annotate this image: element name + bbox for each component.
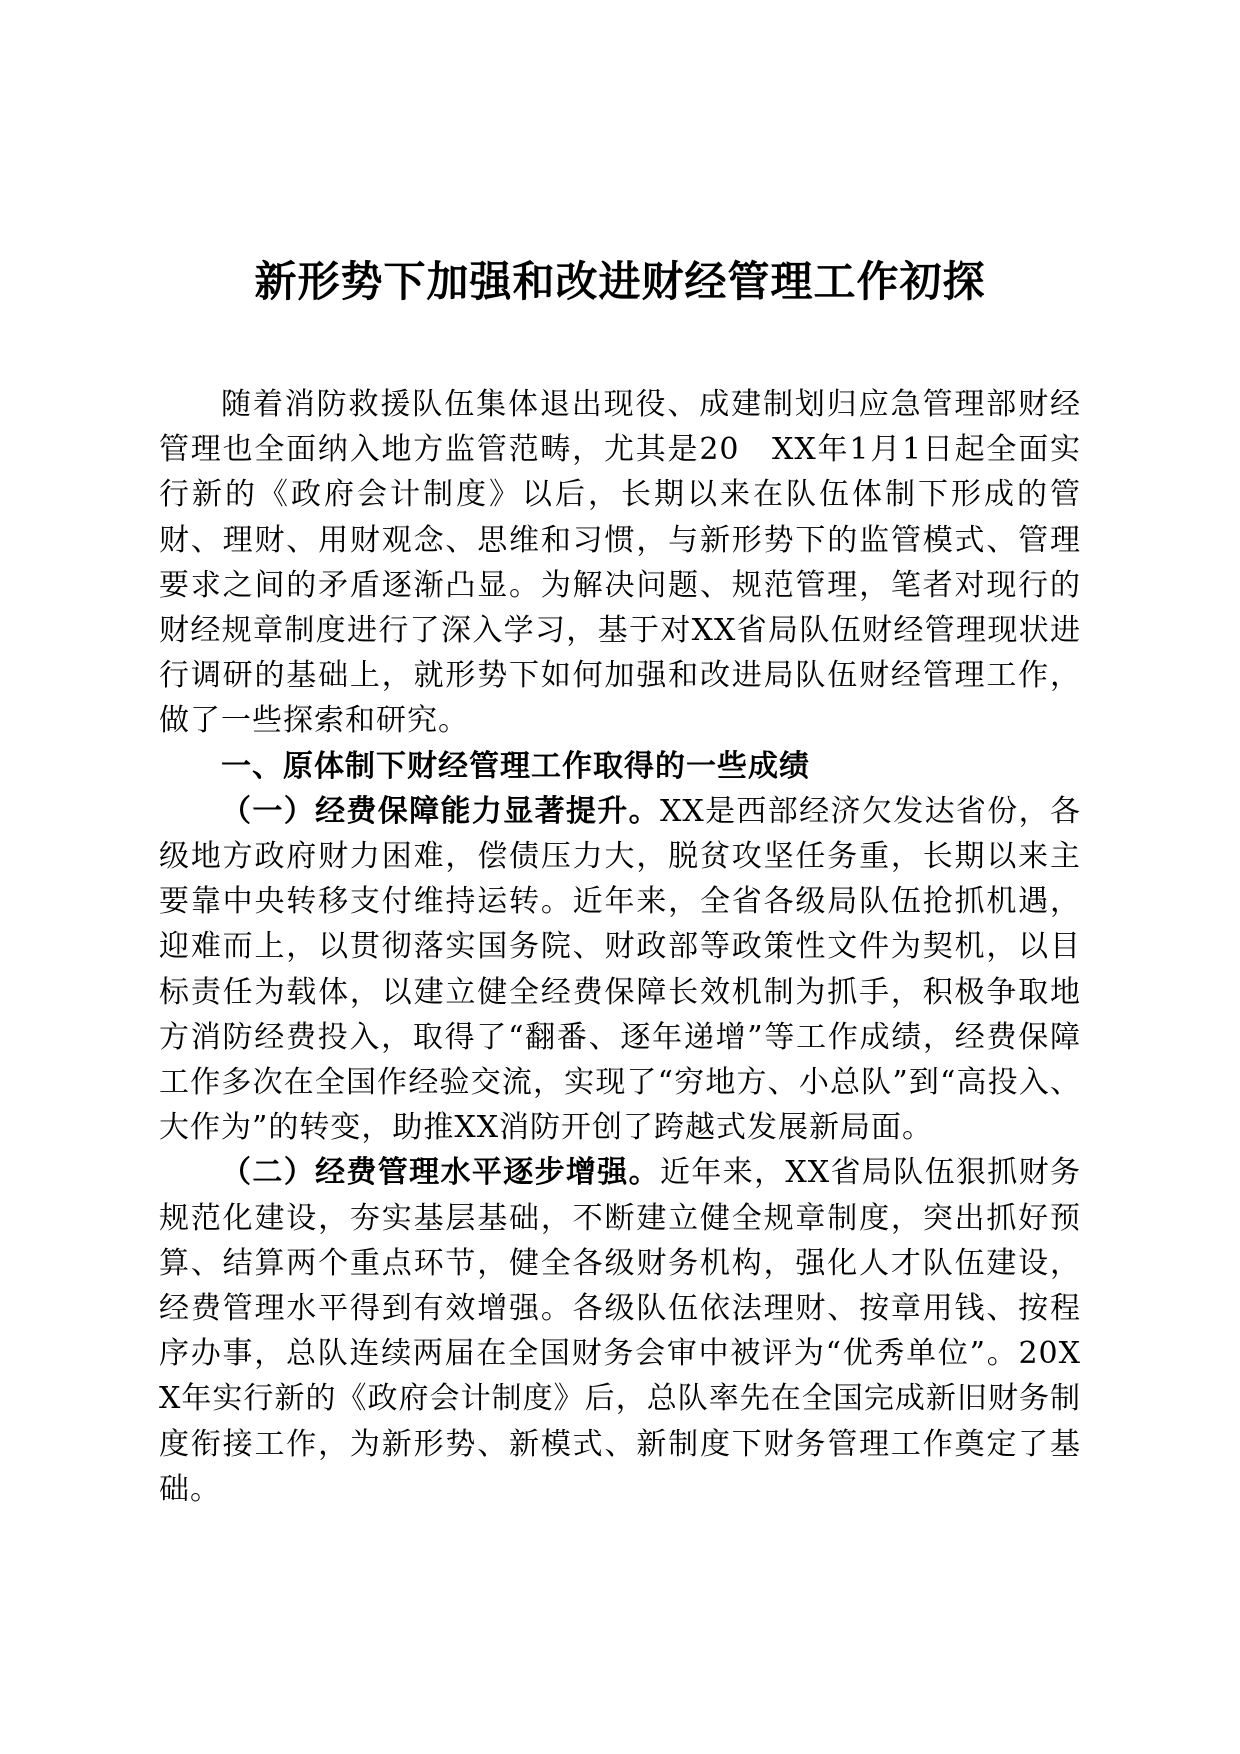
document-body	[159, 382, 1081, 1512]
subsection-1-paragraph	[159, 789, 1081, 1151]
subsection-2-text: 近年来，XX省局队伍狠抓财务规范化建设，夯实基层基础，不断建立健全规章制度，突出抓好预算、结算两个重点环节，健全各级财务机构，强化人才队伍建设，经费管理水平得到有效增强。各级队伍依法理财、按章用钱、按程序办事，总队连续两届在全国财务会审中被评为“优秀单位”。20XX年实行新的《政府会计制度》后，总队率先在全国完成新旧财务制度衔接工作，为新形势、新模式、新制度下财务管理工作奠定了基础。	[159, 1155, 1081, 1507]
subsection-2-paragraph	[159, 1150, 1081, 1512]
subsection-2-heading: （二）经费管理水平逐步增强。	[221, 1155, 660, 1191]
subsection-1-text: XX是西部经济欠发达省份，各级地方政府财力困难，偿债压力大，脱贫攻坚任务重，长期以来主要靠中央转移支付维持运转。近年来，全省各级局队伍抢抓机遇，迎难而上，以贯彻落实国务院、财政部等政策性文件为契机，以目标责任为载体，以建立健全经费保障长效机制为抓手，积极争取地方消防经费投入，取得了“翻番、逐年递增”等工作成绩，经费保障工作多次在全国作经验交流，实现了“穷地方、小总队”到“高投入、大作为”的转变，助推XX消防开创了跨越式发展新局面。	[159, 793, 1081, 1146]
intro-paragraph: 随着消防救援队伍集体退出现役、成建制划归应急管理部财经管理也全面纳入地方监管范畴，尤其是20 XX年1月1日起全面实行新的《政府会计制度》以后，长期以来在队伍体制下形成的管财、理财、用财观念、思维和习惯，与新形势下的监管模式、管理要求之间的矛盾逐渐凸显。为解决问题、规范管理，笔者对现行的财经规章制度进行了深入学习，基于对XX省局队伍财经管理现状进行调研的基础上，就形势下如何加强和改进局队伍财经管理工作，做了一些探索和研究。	[159, 387, 1081, 739]
subsection-1-heading: （一）经费保障能力显著提升。	[221, 793, 660, 829]
section-1-heading: 一、原体制下财经管理工作取得的一些成绩	[221, 748, 810, 784]
document-title: 新形势下加强和改进财经管理工作初探	[254, 257, 986, 306]
